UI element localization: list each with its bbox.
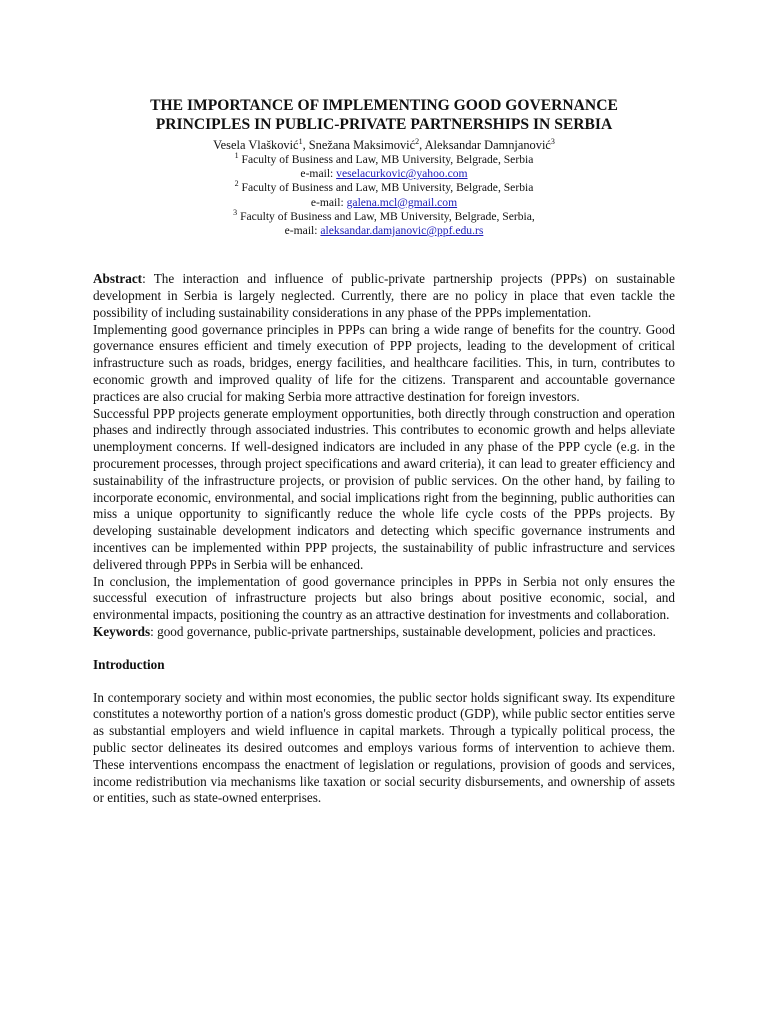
- paper-page: [93, 96, 675, 807]
- author-1-sep: ,: [302, 138, 309, 152]
- affiliation-3: [93, 207, 675, 238]
- affiliation-3-text: Faculty of Business and Law, MB University, Belgrade, Serbia,: [237, 209, 535, 223]
- email-1-link[interactable]: veselacurkovic@yahoo.com: [336, 167, 468, 181]
- abstract-label: Abstract: [93, 271, 143, 287]
- email-1-label: e-mail:: [300, 167, 337, 181]
- title-line-2: PRINCIPLES IN PUBLIC-PRIVATE PARTNERSHIPS IN SERBIA: [155, 116, 613, 133]
- affiliation-2: [93, 181, 675, 209]
- author-list: [93, 137, 675, 153]
- paper-title: [93, 96, 675, 134]
- abstract-paragraph-1: [93, 271, 675, 321]
- affiliation-1-sup: 1: [234, 151, 239, 161]
- author-2-sep: ,: [419, 138, 425, 152]
- author-2-sup: 2: [415, 136, 420, 146]
- affiliation-3-sup: 3: [233, 207, 238, 217]
- author-3-sup: 3: [550, 136, 555, 146]
- email-3-link[interactable]: aleksandar.damjanovic@ppf.edu.rs: [320, 224, 484, 238]
- affiliation-1: [93, 153, 675, 181]
- title-line-1: THE IMPORTANCE OF IMPLEMENTING GOOD GOVERNANCE: [150, 97, 618, 114]
- email-3-label: e-mail:: [284, 224, 321, 238]
- author-1-name: Vesela Vlašković: [213, 138, 299, 152]
- abstract-text-1: : The interaction and influence of public-private partnership projects (PPPs) on sustainable development in Serbia is largely neglected. Currently, there are no policy in place that even tackle the possibility of including sustainability considerations in any phase of the PPPs implementation.: [93, 271, 675, 320]
- abstract-paragraph-4: In conclusion, the implementation of good governance principles in PPPs in Serbia not only ensures the successful execution of infrastructure projects but also brings about positive economic, social, and environmental impacts, positioning the country as an attractive destination for investments and collaboration.: [93, 573, 675, 623]
- keywords-text: : good governance, public-private partnerships, sustainable development, policies and practices.: [150, 623, 656, 639]
- introduction-heading: Introduction: [93, 656, 165, 672]
- abstract-paragraph-3: Successful PPP projects generate employment opportunities, both directly through construction and operation phases and indirectly through associated industries. This contributes to economic growth and helps alleviate unemployment concerns. If well-designed indicators are included in any phase of the PPP cycle (e.g. in the procurement processes, through project specifications and award criteria), it can lead to greater efficiency and sustainability of the infrastructure projects, or provision of public services. On the other hand, by failing to incorporate economic, environmental, and social implications right from the beginning, public authorities can miss a unique opportunity to significantly reduce the whole life cycle costs of the PPPs projects. By developing sustainable development indicators and detecting which specific governance instruments and incentives can be implemented within PPP projects, the sustainability of public infrastructure and services delivered through PPPs in Serbia will be enhanced.: [93, 405, 675, 572]
- affiliation-1-text: Faculty of Business and Law, MB University, Belgrade, Serbia: [238, 153, 534, 166]
- introduction-paragraph-1: In contemporary society and within most economies, the public sector holds significant sway. Its expenditure constitutes a noteworthy portion of a nation's gross domestic product (GDP), while public sector entities serve as substantial employers and wield influence in capital markets. Through a typically political process, the public sector delineates its desired outcomes and employs various forms of intervention to achieve them. These interventions encompass the enactment of legislation or regulations, provision of goods and services, income redistribution via mechanisms like taxation or social security disbursements, and ownership of assets or entities, such as state-owned enterprises.: [93, 689, 675, 806]
- abstract-paragraph-2: Implementing good governance principles in PPPs can bring a wide range of benefits for the country. Good governance ensures efficient and timely execution of PPP projects, leading to the development of critical infrastructure such as roads, bridges, energy facilities, and healthcare facilities. This, in turn, contributes to economic growth and improved quality of life for the citizens. Transparent and accountable governance practices are also crucial for making Serbia more attractive destination for foreign investors.: [93, 321, 675, 404]
- affiliation-2-text: Faculty of Business and Law, MB University, Belgrade, Serbia: [238, 181, 534, 195]
- affiliation-2-sup: 2: [234, 179, 239, 189]
- author-3-name: Aleksandar Damnjanović: [424, 138, 551, 152]
- email-2-label: e-mail:: [310, 195, 347, 209]
- author-2-name: Snežana Maksimović: [308, 138, 416, 152]
- abstract-section: [93, 271, 675, 641]
- keywords-paragraph: [93, 624, 675, 641]
- author-1-sup: 1: [298, 136, 303, 146]
- keywords-label: Keywords: [93, 623, 151, 639]
- email-2-link[interactable]: galena.mcl@gmail.com: [346, 195, 458, 209]
